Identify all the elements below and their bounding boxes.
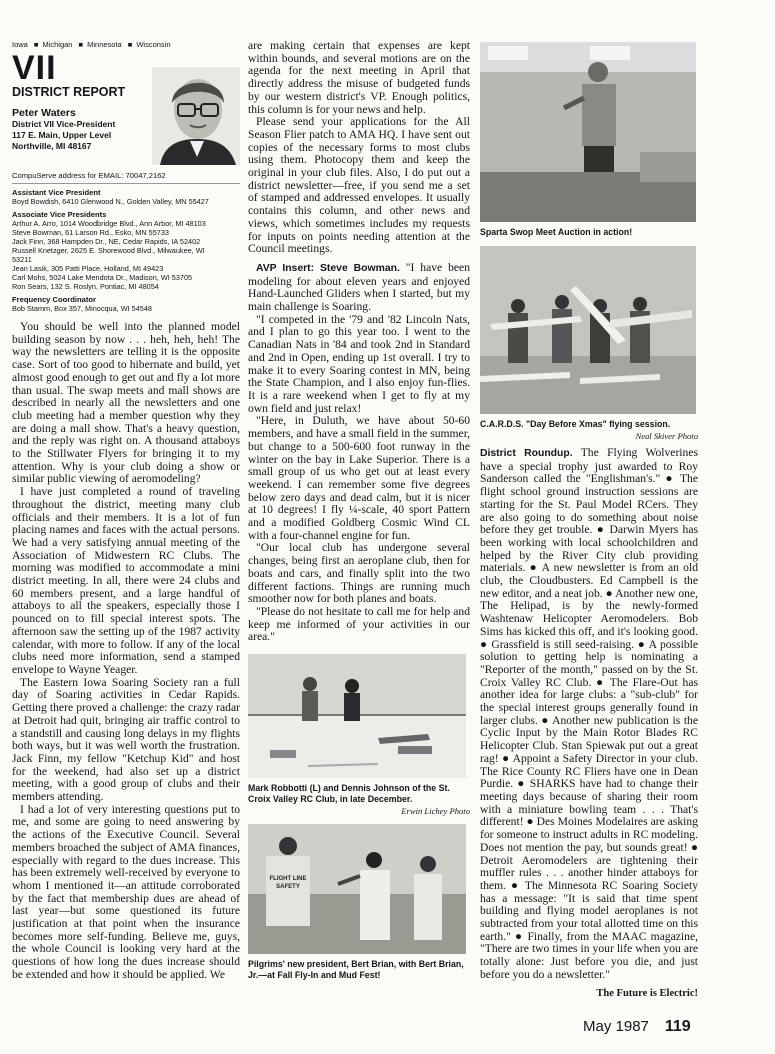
shirt-text-line: SAFETY	[276, 884, 300, 891]
body-paragraph: I have just completed a round of traveling throughout the district, meeting many club officials and their members. It is a lot of fun placing names and faces with the actual persons. We had a very satisfying annual meeting of the Association of Midwestern RC Clubs. The morning was modified to accommodate a mini district meeting. In all, there were 24 clubs and 60 members present, and a large handful of attaboys to all the speakers, especially those I pounced on to fill special interest spots. The afternoon saw the setting up of the 1987 activity calendar, with more to follow. If any of the local clubs need more information, send a stamped envelope to Wayne Yeager.	[12, 485, 240, 676]
photo-cards-flying	[480, 246, 696, 414]
photo-caption: Mark Robbotti (L) and Dennis Johnson of the St. Croix Valley RC Club, in late December.	[248, 783, 450, 804]
roster-line: Jack Finn, 368 Hampden Dr., NE, Cedar Rapids, IA 52402	[12, 237, 201, 246]
roster-list	[12, 304, 240, 313]
body-paragraph: are making certain that expenses are kept within bounds, and several motions are on the agenda for the next meeting in April that directly address the misuse of budgeted funds by our western district's VP. Enough politics, this column is for your news and help.	[248, 40, 470, 116]
roster-line: Boyd Bowdish, 6410 Glenwood N., Golden Valley, MN 55427	[12, 197, 209, 206]
state-list: Iowa ■ Michigan ■ Minnesota ■ Wisconsin	[12, 40, 171, 49]
roster-line: Ron Sears, 132 S. Roslyn, Pontiac, MI 48054	[12, 282, 159, 291]
photo-caption: Pilgrims' new president, Bert Brian, with Bert Brian, Jr.—at Fall Fly-In and Mud Fest!	[248, 959, 464, 980]
author-name: Peter Waters	[12, 107, 76, 119]
body-paragraph: The Eastern Iowa Soaring Society ran a full day of Soaring activities in Cedar Rapids. Getting there proved a challenge: the crazy radar at Detroit had quit, bringing air traffic control to a standstill and causing long delays in my flights both ways, but it was well worth the frustration. Jack Finn, my fellow "Ketchup Kid" and host for the weekend, had also set up a district meeting, with a good group of clubs and their members attending.	[12, 675, 240, 804]
roster-line: Bob Stamm, Box 357, Minocqua, WI 54548	[12, 304, 152, 313]
article-body	[248, 40, 470, 644]
roster-line: Steve Bowman, 61 Larson Rd., Esko, MN 55733	[12, 228, 169, 237]
photo-credit: Neal Skiver Photo	[635, 431, 698, 441]
state-label: Iowa	[12, 40, 28, 49]
column-2	[248, 40, 470, 1015]
state-label: Minnesota	[87, 40, 122, 49]
body-paragraph: Please send your applications for the All Season Flier patch to AMA HQ. I have sent out copies of the necessary forms to most clubs using them. Photocopy them and keep the original in your club files. Also, I do put out a district newsletter—free, if you send me a set of stamped and addressed envelopes. It usually contains this column, and other news and views, which sometimes includes my requests for inputs on points needing attention at the Council meetings.	[248, 115, 470, 256]
column-header	[12, 49, 240, 163]
photo-pilgrims-president	[248, 824, 466, 954]
issue-date: May 1987	[583, 1018, 649, 1035]
author-title: District VII Vice-President	[12, 119, 116, 129]
photo-credit: Erwin Lichey Photo	[401, 806, 470, 817]
author-address-line: Northville, MI 48167	[12, 141, 92, 151]
article-body	[12, 321, 240, 982]
roster-line: Russell Knetzger, 2625 E. Shorewood Blvd., Milwaukee, WI	[12, 246, 205, 255]
photo-sparta-auction	[480, 42, 696, 222]
roster-line: 53211	[12, 255, 32, 264]
body-paragraph: "I competed in the '79 and '82 Lincoln Nats, and I plan to go this year too. I went to the Canadian Nats in '84 and took 2nd in Standard and 2nd in Open, ending up 1st overall. I try to make it to every Soaring contest in MN, being the State Champion, and I also enjoy fun-flies. It is a rare weekend when I get to fly at my own field and just relax!	[248, 312, 470, 415]
column-3	[480, 42, 698, 1017]
page-number: 119	[664, 1018, 691, 1035]
roundup-lead: District Roundup.	[480, 448, 573, 459]
state-label: Michigan	[42, 40, 73, 49]
roster-list	[12, 219, 240, 291]
photo-caption: C.A.R.D.S. "Day Before Xmas" flying session.	[480, 418, 671, 429]
roster-list	[12, 197, 240, 206]
body-paragraph: "Here, in Duluth, we have about 50-60 members, and have a small field in the summer, but change to a 500-600 foot runway in the winter on the bay in Lake Superior. There is a small group of us who get out at least every weekend. I can remember some five degrees below zero days and dead calm, but it is nicer at 10 degrees! I fly ¼-scale, 40 sport Pattern and a modified Goldberg Cosmic Wind CL with a four-channel engine for fun.	[248, 414, 470, 542]
column-1	[12, 40, 240, 1015]
page-title: DISTRICT REPORT	[12, 85, 126, 99]
roster-line: Jean Lasik, 305 Patti Place, Holland, MI 49423	[12, 264, 164, 273]
body-paragraph: "Please do not hesitate to call me for help and keep me informed of your activities in our area."	[248, 604, 470, 644]
body-paragraph: "Our local club has undergone several changes, being first an aeroplane club, then for boats and cars, and finally split into the two different factions. Things are running much smoother now for both planes and boats.	[248, 541, 470, 606]
author-address-line: 117 E. Main, Upper Level	[12, 130, 112, 140]
roster-heading: Associate Vice Presidents	[12, 210, 107, 219]
body-paragraph: You should be well into the planned model building season by now . . . heh, heh, heh! The way the newsletters are telling it is the opposite case. Sort of too good to hibernate and build, yet almost good enough to get out and fly a lot more than usual. The swap meets and mall shows are described in nearly all the newsletters and one club meeting had a member question why they are doing a mall show. That's a heavy question, and the reply was right on. A thousand attaboys to the Stillwater Flyers for bringing it to my attention. Why is your club doing a show or similar public viewing of aeromodeling?	[12, 320, 240, 486]
state-label: Wisconsin	[136, 40, 171, 49]
avp-insert-paragraph	[248, 262, 470, 314]
signoff: The Future is Electric!	[596, 987, 698, 999]
roundup-text: The Flying Wolverines have a special trophy just awarded to Roy Sanderson called the "Englishman's." ● The flight school ground instruction sessions are starting for the St. Paul Model RCers. They are also going to do something about noise before they get trouble. ● Darwin Myers has been working with local schoolchildren and helped by the River City club providing materials. ● A new newsletter is from an old club, the Cloudbusters. Ed Campbell is the new editor, and a neat job. ● Another new one, The Helipad, is by the newly-formed Washtenaw Helicopter Aeromodelers. Bob Sims has kicked this off, and it's looking good. ● Grassfield is still seed-raising. ● A possible solution to getting help is nominating a "Reporter of the month," passed on by the St. Croix Valley RC Club. ● The Flare-Out has another idea for large clubs: a "sub-club" for the special interest groups generally found in larger clubs. ● Another new publication is the Cyclic Input by the Main Rotor Blades RC Helicopter Club. Stan Spiewak put out a great rag! ● Appoint a Safety Director in your club. The Rice County RC Fliers have one in Dean Purdie. ● SHARKS have had to change their meeting days because of sharing their room with a miniature bowling team . . . That's different! ● Des Moines Modelaires are asking for someone to instruct adults in RC modeling. Does not mention the pay, but sounds great! ● Detroit Aeromodelers are tightening their muffler rules . . . another hinder attaboys for them. ● The Minnesota RC Soaring Society has a message: "It is said that time spent building and flying model aeroplanes is not subtracted from your total allotted time on this earth." ● Finally, from the MAAC magazine, "There are two times in your life when you are totally alone: Just before you die, and just before you do a newsletter."	[480, 446, 698, 981]
shirt-text-line: FLIGHT LINE	[269, 876, 307, 883]
photo-robbotti-johnson	[248, 654, 466, 778]
photo-caption: Sparta Swop Meet Auction in action!	[480, 227, 633, 237]
compuserve-address: CompuServe address for EMAIL: 70047,2162	[12, 171, 240, 184]
roster-heading: Frequency Coordinator	[12, 295, 96, 304]
author-portrait	[152, 67, 240, 165]
district-number: VII	[12, 49, 57, 87]
body-paragraph: I had a lot of very interesting questions put to me, and some are going to need answering by the actions of the Executive Council. Several members broached the subject of AMA finances, especially with regard to the dues increase. This has been extremely well-received by everyone to whom I mentioned it—an attitude corroborated by the fact that membership dues are ahead of last year—but some questioned its future justification at that point when the insurance becomes more self-funding. Believe me, guys, the whole Council is looking very hard at the questions of how long the dues increase should be extended and how it should be applied. We	[12, 802, 240, 981]
roundup-paragraph	[480, 447, 698, 982]
avp-insert-lead: AVP Insert: Steve Bowman.	[256, 262, 400, 274]
avp-insert-text: "I have been modeling for about eleven years and enjoyed Hand-Launched Gliders when I started, but my main challenge is Soaring.	[248, 260, 470, 314]
roster-line: Carl Mohs, 5024 Lake Mendota Dr., Madison, WI 53705	[12, 273, 193, 282]
roster-heading: Assistant Vice President	[12, 188, 101, 197]
page-footer	[583, 1018, 691, 1036]
district-roundup	[480, 447, 698, 982]
roster-line: Arthur A. Arro, 1014 Woodbridge Blvd., Ann Arbor, MI 48103	[12, 219, 206, 228]
